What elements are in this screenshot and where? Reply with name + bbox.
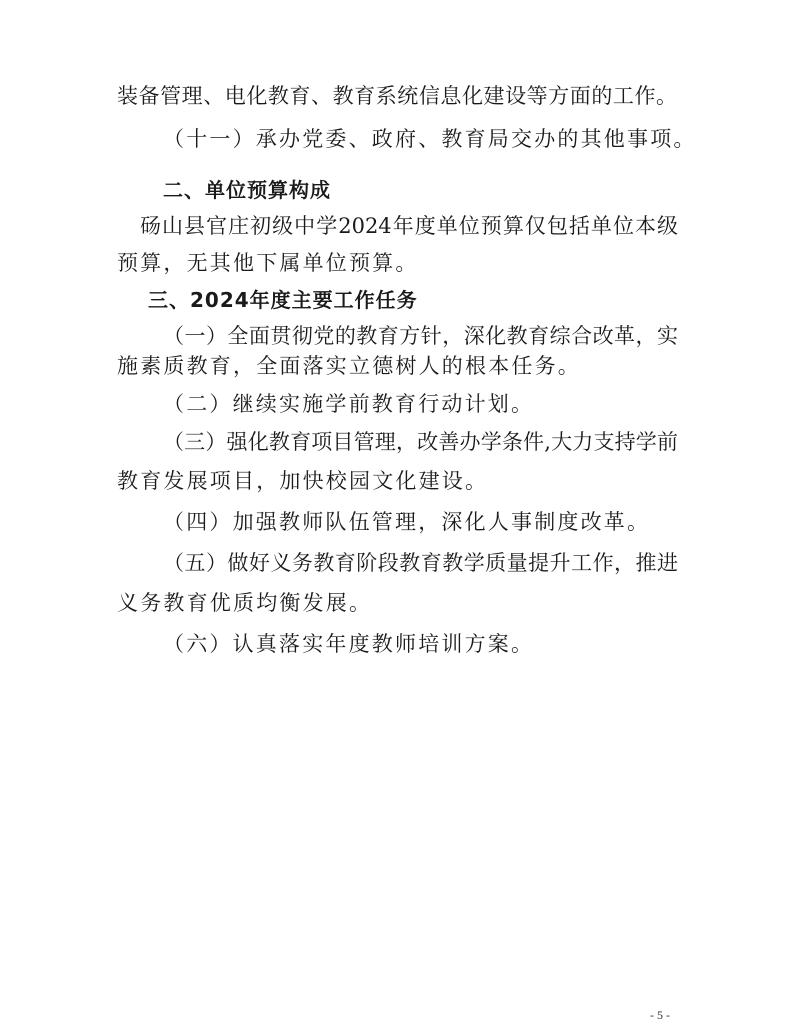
paragraph-line: 装备管理、电化教育、教育系统信息化建设等方面的工作。 [117, 84, 677, 108]
paragraph-line: 施素质教育，全面落实立德树人的根本任务。 [117, 354, 581, 378]
paragraph-line: （四）加强教师队伍管理，深化人事制度改革。 [163, 510, 651, 534]
paragraph-line: 预算，无其他下属单位预算。 [117, 251, 419, 275]
section-heading: 二、单位预算构成 [163, 178, 331, 202]
paragraph-line: （十一）承办党委、政府、教育局交办的其他事项。 [163, 127, 697, 151]
paragraph-line: （六）认真落实年度教师培训方案。 [163, 632, 535, 656]
page-number: - 5 - [650, 1008, 670, 1022]
paragraph-line: （三）强化教育项目管理，改善办学条件,大力支持学前 [163, 430, 678, 454]
paragraph-line: （二）继续实施学前教育行动计划。 [163, 392, 535, 416]
paragraph-line: 教育发展项目，加快校园文化建设。 [117, 469, 489, 493]
paragraph-line: 义务教育优质均衡发展。 [117, 591, 373, 615]
paragraph-line: （五）做好义务教育阶段教育教学质量提升工作，推进 [163, 551, 678, 575]
paragraph-line: （一）全面贯彻党的教育方针，深化教育综合改革，实 [163, 324, 678, 348]
paragraph-line: 砀山县官庄初级中学2024年度单位预算仅包括单位本级 [140, 214, 678, 238]
section-heading: 三、2024年度主要工作任务 [148, 288, 418, 312]
